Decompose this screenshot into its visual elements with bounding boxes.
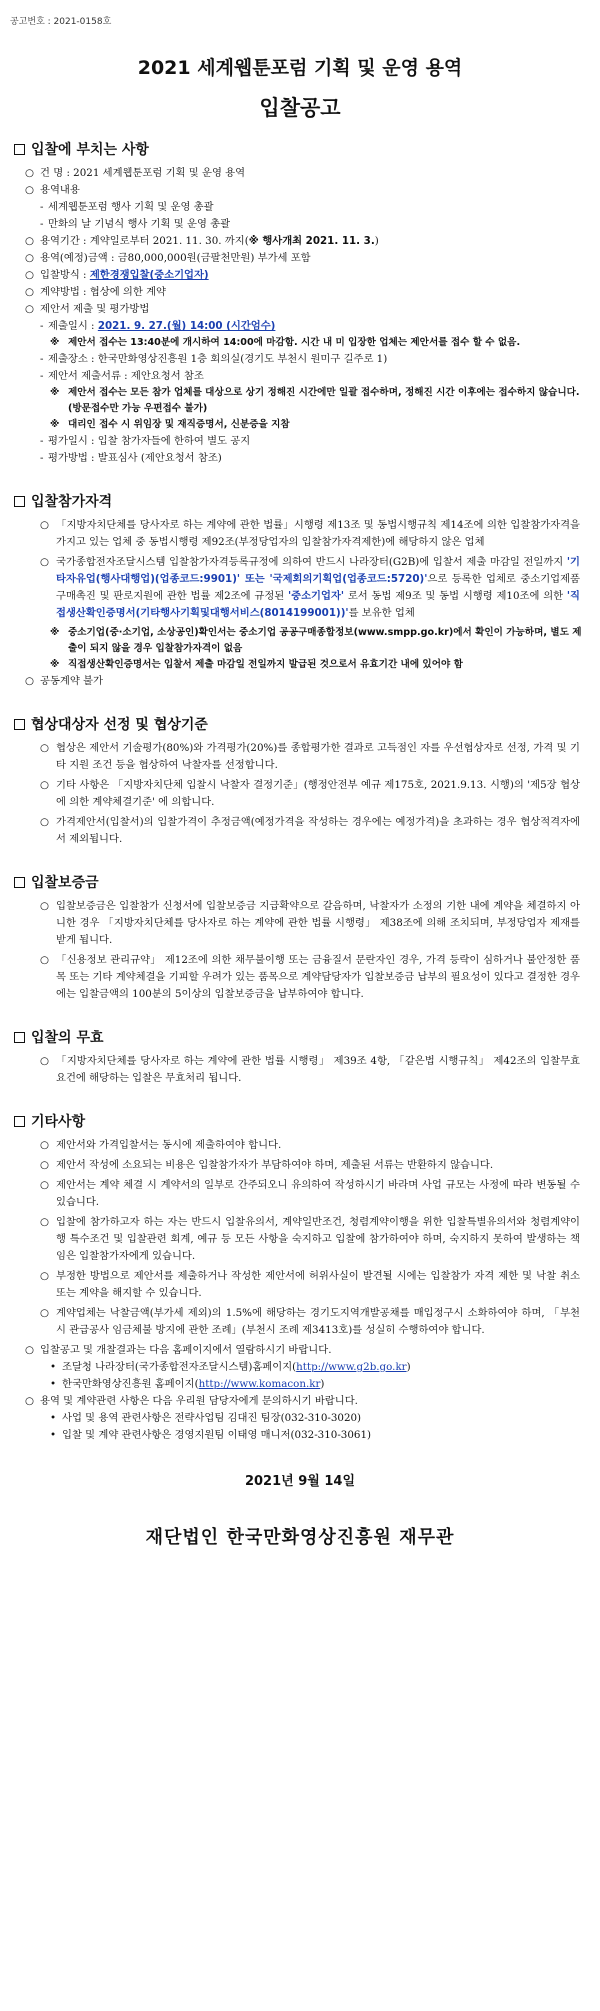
circle-bullet-icon: ○ [25,252,34,264]
circle-bullet-icon: ○ [40,1216,49,1228]
section-heading-other: 기타사항 [14,1111,586,1131]
square-bullet-icon [14,496,25,507]
item-proposal-submission: ○ 제안서 제출 및 평가방법 [14,301,586,318]
issuing-organization: 재단법인 한국만화영상진흥원 재무관 [145,1527,455,1548]
item-service-content-1: - 세계웹툰포럼 행사 기획 및 운영 총괄 [14,199,586,216]
item-service-content-2: - 만화의 날 기념식 행사 기획 및 운영 총괄 [14,216,586,233]
notice-date: 2021년 9월 14일 [244,1474,356,1489]
item-evaluation-date: - 평가일시 : 입찰 참가자들에 한하여 별도 공지 [14,433,586,450]
dot-bullet-icon: • [50,1361,57,1373]
dash-bullet-icon: - [40,201,44,213]
komacon-link[interactable]: http://www.komacon.kr [198,1378,321,1390]
item-submission-datetime: - 제출일시 : 2021. 9. 27.(월) 14:00 (시간엄수) [14,318,586,335]
other-bonds: ○ 계약업체는 낙찰금액(부가세 제외)의 1.5%에 해당하는 경기도지역개발공채를 매입정구시 소화하여야 하며, 「부천시 관급공사 임금체불 방지에 관한 조례」(부천시 조례 제3413호)를 성실히 수행하여야 합니다. [40,1307,580,1336]
document-title: 2021 세계웹툰포럼 기획 및 운영 용역 [137,57,463,79]
circle-bullet-icon: ○ [40,954,49,966]
other-cost: ○ 제안서 작성에 소요되는 비용은 입찰참가자가 부담하여야 하며, 제출된 서류는 반환하지 않습니다. [14,1157,586,1174]
section-heading-eligibility: 입찰참가자격 [14,491,586,511]
circle-bullet-icon: ○ [40,1307,49,1319]
note-proxy-submission: ※ 대리인 접수 시 위임장 및 재직증명서, 신분증을 지참 [14,417,586,433]
circle-bullet-icon: ○ [40,900,49,912]
item-evaluation-method: - 평가방법 : 발표심사 (제안요청서 참조) [14,450,586,467]
circle-bullet-icon: ○ [40,1179,49,1191]
section-heading-invalid-bid: 입찰의 무효 [14,1027,586,1047]
other-fraud: ○ 부정한 방법으로 제안서를 제출하거나 작성한 제안서에 허위사실이 발견될 시에는 입찰참가 자격 제한 및 낙찰 취소 또는 계약을 해지할 수 있습니다. [40,1270,580,1299]
note-sme-certificate: ※ 중소기업(중·소기업, 소상공인)확인서는 중소기업 공공구매종합정보(www.smpp.go.kr)에서 확인이 가능하며, 별도 제출이 되지 않을 경우 입찰참가자격이 없음 [50,627,582,654]
dot-bullet-icon: • [50,1429,57,1441]
square-bullet-icon [14,877,25,888]
circle-bullet-icon: ○ [25,167,34,179]
circle-bullet-icon: ○ [40,779,49,791]
negotiation-price-excess: ○ 가격제안서(입찰서)의 입찰가격이 추정금액(예정가격을 작성하는 경우에는 예정가격)을 초과하는 경우 협상적격자에서 제외됩니다. [40,816,580,845]
document-subtitle: 입찰공고 [259,96,341,120]
circle-bullet-icon: ○ [25,1344,34,1356]
square-bullet-icon [14,1116,25,1127]
item-project-name: ○ 건 명 : 2021 세계웹툰포럼 기획 및 운영 용역 [14,165,586,182]
dot-bullet-icon: • [50,1378,57,1390]
circle-bullet-icon: ○ [40,556,49,568]
other-simultaneous-submission: ○ 제안서와 가격입찰서는 동시에 제출하여야 합니다. [14,1137,586,1154]
note-icon: ※ [50,627,60,638]
section-heading-bid-items: 입찰에 부치는 사항 [14,139,586,159]
square-bullet-icon [14,1032,25,1043]
item-submission-documents: - 제안서 제출서류 : 제안요청서 참조 [14,368,586,385]
dash-bullet-icon: - [40,320,44,332]
bid-bond-credit: ○ 「신용정보 관리규약」 제12조에 의한 채무불이행 또는 금융질서 문란자인 경우, 가격 등락이 심하거나 불안정한 품목 또는 기타 계약체결을 기피할 우려가 있는 품목으로 계약담당자가 입찰보증금 납부의 필요성이 있다고 결정한 경우에는 입찰금액의 100분의 5이상의 입찰보증금을 납부하여야 합니다. [40,954,580,1000]
item-submission-place: - 제출장소 : 한국만화영상진흥원 1층 회의실(경기도 부천시 원미구 길주로 1) [14,351,586,368]
eligibility-law: ○ 「지방자치단체를 당사자로 하는 계약에 관한 법률」시행령 제13조 및 동법시행규칙 제14조에 의한 입찰참가자격을 가지고 있는 업체 중 동법시행령 제92조(부정당업자의 입찰참가자격제한)에 해당하지 않은 업체 [40,519,580,548]
other-website-komacon: • 한국만화영상진흥원 홈페이지(http://www.komacon.kr) [14,1376,586,1393]
item-contract-method: ○ 계약방법 : 협상에 의한 계약 [14,284,586,301]
dash-bullet-icon: - [40,435,44,447]
other-proposal-contract: ○ 제안서는 계약 체결 시 계약서의 일부로 간주되오니 유의하여 작성하시기 바라며 사업 규모는 사정에 따라 변동될 수 있습니다. [40,1179,580,1208]
note-direct-production: ※ 직접생산확인증명서는 입찰서 제출 마감일 전일까지 발급된 것으로서 유효기간 내에 있어야 함 [14,657,586,673]
note-icon: ※ [50,419,60,430]
circle-bullet-icon: ○ [25,286,34,298]
item-service-amount: ○ 용역(예정)금액 : 금80,000,000원(금팔천만원) 부가세 포함 [14,250,586,267]
circle-bullet-icon: ○ [25,1395,34,1407]
bid-bond-general: ○ 입찰보증금은 입찰참가 신청서에 입찰보증금 지급확약으로 갈음하며, 낙찰자가 소정의 기한 내에 계약을 체결하지 아니한 경우 「지방자치단체를 당사자로 하는 계약에 관한 법률 시행령」 제38조에 의해 조치되며, 부정당업자 제재를 받게 됩니다. [40,900,580,946]
negotiation-evaluation: ○ 협상은 제안서 기술평가(80%)와 가격평가(20%)를 종합평가한 결과로 고득점인 자를 우선협상자로 선정, 가격 및 기타 지원 조건 등을 협상하여 낙찰자를 선정합니다. [40,742,580,771]
circle-bullet-icon: ○ [40,1159,49,1171]
circle-bullet-icon: ○ [40,742,49,754]
item-service-period: ○ 용역기간 : 계약일로부터 2021. 11. 30. 까지(※ 행사개최 2021. 11. 3.) [14,233,586,250]
circle-bullet-icon: ○ [25,269,34,281]
square-bullet-icon [14,144,25,155]
dash-bullet-icon: - [40,218,44,230]
other-bid-instructions: ○ 입찰에 참가하고자 하는 자는 반드시 입찰유의서, 계약일반조건, 청렴계약이행을 위한 입찰특별유의서와 청렴계약이행 특수조건 및 입찰관련 회계, 예규 등 모든 사항을 숙지하고 입찰에 참가하여야 하며, 숙지하지 못하여 발생하는 책임은 입찰참가자에게 있습니다. [40,1216,580,1262]
dash-bullet-icon: - [40,353,44,365]
section-heading-negotiation: 협상대상자 선정 및 협상기준 [14,714,586,734]
note-batch-receipt: ※ 제안서 접수는 모든 참가 업체를 대상으로 상기 정해진 시간에만 일괄 접수하며, 정해진 시간 이후에는 접수하지 않습니다. (방문접수만 가능 우편접수 불가) [50,387,580,414]
section-heading-bid-bond: 입찰보증금 [14,872,586,892]
circle-bullet-icon: ○ [40,519,49,531]
note-icon: ※ [50,387,60,398]
circle-bullet-icon: ○ [25,303,34,315]
circle-bullet-icon: ○ [25,184,34,196]
negotiation-other: ○ 기타 사항은 「지방자치단체 입찰시 낙찰자 결정기준」(행정안전부 예규 제175호, 2021.9.13. 시행)의 '제5장 협상에 의한 계약체결기준' 에 의합니다. [40,779,580,808]
item-service-content: ○ 용역내용 [14,182,586,199]
contact-project: • 사업 및 용역 관련사항은 전략사업팀 김대진 팀장(032-310-3020) [14,1410,586,1427]
circle-bullet-icon: ○ [25,675,34,687]
notice-number: 공고번호 : 2021-0158호 [10,17,112,27]
dot-bullet-icon: • [50,1412,57,1424]
circle-bullet-icon: ○ [40,816,49,828]
circle-bullet-icon: ○ [25,235,34,247]
other-contacts: ○ 용역 및 계약관련 사항은 다음 우리원 담당자에게 문의하시기 바랍니다. [14,1393,586,1410]
eligibility-registration: ○ 국가종합전자조달시스템 입찰참가자격등록규정에 의하여 반드시 나라장터(G2B)에 입찰서 제출 마감일 전일까지 '기타자유업(행사대행업)(업종코드:9901)' 또는 '국제회의기획업(업종코드:5720)'으로 등록한 업체로 중소기업제품 구매촉진 및 판로지원에 관한 법률 제2조에 규정된 '중소기업자' 로서 동법 제9조 및 동법 시행령 제10조에 의한 '직접생산확인증명서(기타행사기획및대행서비스(8014199001))'를 보유한 업체 [40,556,580,619]
item-bid-method: ○ 입찰방식 : 제한경쟁입찰(중소기업자) [14,267,586,284]
note-submission-time: ※ 제안서 접수는 13:40분에 개시하여 14:00에 마감함. 시간 내 미 입장한 업체는 제안서를 접수 할 수 없음. [14,335,586,351]
square-bullet-icon [14,719,25,730]
invalid-bid-rule: ○ 「지방자치단체를 당사자로 하는 계약에 관한 법률 시행령」 제39조 4항, 「같은법 시행규칙」 제42조의 입찰무효 요건에 해당하는 입찰은 무효처리 됩니다. [40,1055,580,1084]
contact-contract: • 입찰 및 계약 관련사항은 경영지원팀 이태영 매니저(032-310-3061) [14,1427,586,1444]
circle-bullet-icon: ○ [40,1139,49,1151]
other-website-g2b: • 조달청 나라장터(국가종합전자조달시스템)홈페이지(http://www.g2b.go.kr) [14,1359,586,1376]
dash-bullet-icon: - [40,370,44,382]
circle-bullet-icon: ○ [40,1055,49,1067]
g2b-link[interactable]: http://www.g2b.go.kr [296,1361,407,1373]
note-icon: ※ [50,659,60,670]
note-icon: ※ [50,337,60,348]
other-websites: ○ 입찰공고 및 개찰결과는 다음 홈페이지에서 열람하시기 바랍니다. [14,1342,586,1359]
circle-bullet-icon: ○ [40,1270,49,1282]
dash-bullet-icon: - [40,452,44,464]
eligibility-joint-contract: ○ 공동계약 불가 [14,673,586,690]
